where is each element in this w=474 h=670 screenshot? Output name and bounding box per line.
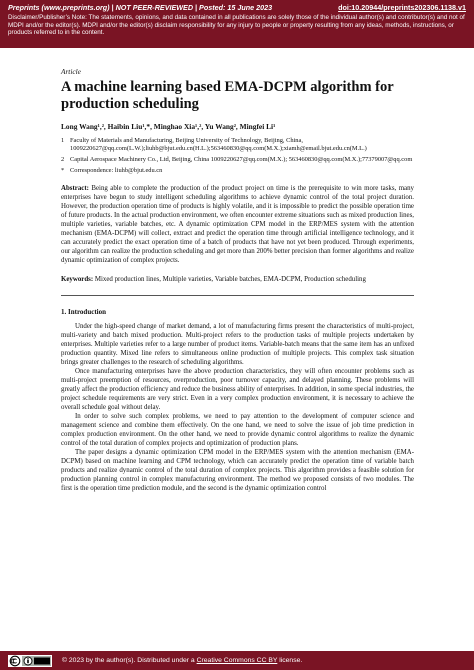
keywords	[61, 275, 414, 284]
abstract-label: Abstract:	[61, 185, 89, 192]
license-footer	[0, 651, 474, 670]
license-text	[62, 657, 302, 664]
abstract	[61, 184, 414, 265]
section-divider	[61, 295, 414, 296]
correspondence-text: Correspondence: liuhb@bjut.edu.cn	[70, 167, 163, 174]
affiliation-text: Faculty of Materials and Manufacturing, Beijing University of Technology, Beijing, China, 1009220627@qq.com(L.W.);liuhb@bjut.edu.cn(H.L.);563460830@qq.com(M.X.);xiamh@email.bjut.edu.cn(M.L.)	[70, 137, 367, 152]
keywords-text: Mixed production lines, Multiple varieties, Variable batches, EMA-DCPM, Production scheduling	[94, 276, 366, 283]
cc-by-link[interactable]: Creative Commons CC BY	[196, 657, 278, 664]
article-type: Article	[61, 67, 81, 76]
article-body	[61, 67, 414, 493]
publisher-disclaimer: Disclaimer/Publisher’s Note: The statements, opinions, and data contained in all publications are solely those of the individual author(s) and contributor(s) and not of MDPI and/or the editor(s). MDPI and/or the editor(s) disclaim responsibility for any injury to people or property resulting from any ideas, methods, instructions, or products referred to in the content.	[8, 14, 465, 37]
affiliation	[61, 137, 414, 153]
paragraph: Under the high-speed change of market demand, a lot of manufacturing firms present the characteristics of multi-project, multi-variety and batch mixed production. Multi-project refers to the production tasks of multiple projects undertaken by enterprises. Multiple varieties refer to a large number of product items. Variable-batch means that the same item has an unfixed production quantity. Mixed line refers to simultaneous online production of multiple projects. This complex task situation brings greater challenges to the research of scheduling algorithms.	[61, 323, 414, 366]
author-list: Long Wang¹,², Haibin Liu¹,*, Minghao Xia¹,², Yu Wang², Mingfei Li¹	[61, 122, 276, 131]
cc-by-license-icon[interactable]	[8, 655, 52, 667]
affiliation-number: 1	[61, 137, 65, 144]
affiliation	[61, 156, 414, 164]
license-suffix: license.	[277, 657, 303, 664]
banner-header	[0, 0, 474, 12]
keywords-label: Keywords:	[61, 276, 94, 283]
affiliation-number: 2	[61, 156, 65, 163]
article-title: A machine learning based EMA-DCPM algorithm for production scheduling	[61, 79, 394, 112]
license-prefix: © 2023 by the author(s). Distributed under a	[62, 657, 197, 664]
section-heading: 1. Introduction	[61, 308, 106, 316]
paragraph: The paper designs a dynamic optimization CPM model in the ERP/MES system with the attention mechanism (EMA-DCPM) based on machine learning and CPM technology, which can accurately predict the operation time of variable batch products and realize dynamic control of the total duration of complex projects. This algorithm provides a feasible solution for production planning control in complex manufacturing environment. The method we proposed consists of two modules. The first is the operation time prediction module, and the second is the dynamic optimization control	[61, 449, 414, 492]
affiliation-text: Capital Aerospace Machinery Co., Ltd, Beijing, China 1009220627@qq.com(M.X.); 563460830@qq.com(M.X.);77379007@qq.com	[70, 156, 413, 163]
correspondence	[61, 167, 414, 175]
paragraph: In order to solve such complex problems, we need to pay attention to the development of computer science and management science and combine them effectively. On the one hand, we need to solve the issue of job time prediction in complex production environment. On the other hand, we need to provide dynamic control algorithms to realize the dynamic control of the total duration of complex projects and optimization of production plans.	[61, 413, 414, 447]
abstract-text: Being able to complete the production of the product project on time is the prerequisite to win more tasks, many enterprises have begun to study intelligent scheduling algorithms to achieve dynamic control of the total project duration. However, the production operation time of products is highly volatile, and it is impossible to predict the possible operation time of future products. In the actual production environment, we often encounter extreme situations such as mixed production lines, multiple varieties, variable batches, etc. A dynamic optimization CPM model in the ERP/MES system with the attention mechanism (EMA-DCPM) will collect, extract and predict the operation time through artificial intelligence technology, and it can accurately predict the exact operation time of a batch of products that have not yet been produced. Through experiments, our algorithm can realize the production scheduling and get more than 200% better precision than former algorithms and realize dynamic optimization of complex projects.	[61, 185, 414, 264]
paragraph: Once manufacturing enterprises have the above production characteristics, they will often encounter problems such as multi-project preemption of resources, overproduction, poor turnover capacity, and delayed planning. These problems will greatly affect the production efficiency and reduce the business ability of enterprises. In addition, in some special industries, the project schedule requirements are very strict. Even in a very complex production environment, it is necessary to achieve the overall schedule goal without delay.	[61, 368, 414, 411]
doi-link[interactable]: doi:10.20944/preprints202306.1138.v1	[338, 3, 466, 12]
banner-posting-info: Preprints (www.preprints.org) | NOT PEER-REVIEWED | Posted: 15 June 2023	[8, 3, 273, 12]
preprint-banner	[0, 0, 474, 48]
affiliation-number: *	[61, 167, 65, 174]
